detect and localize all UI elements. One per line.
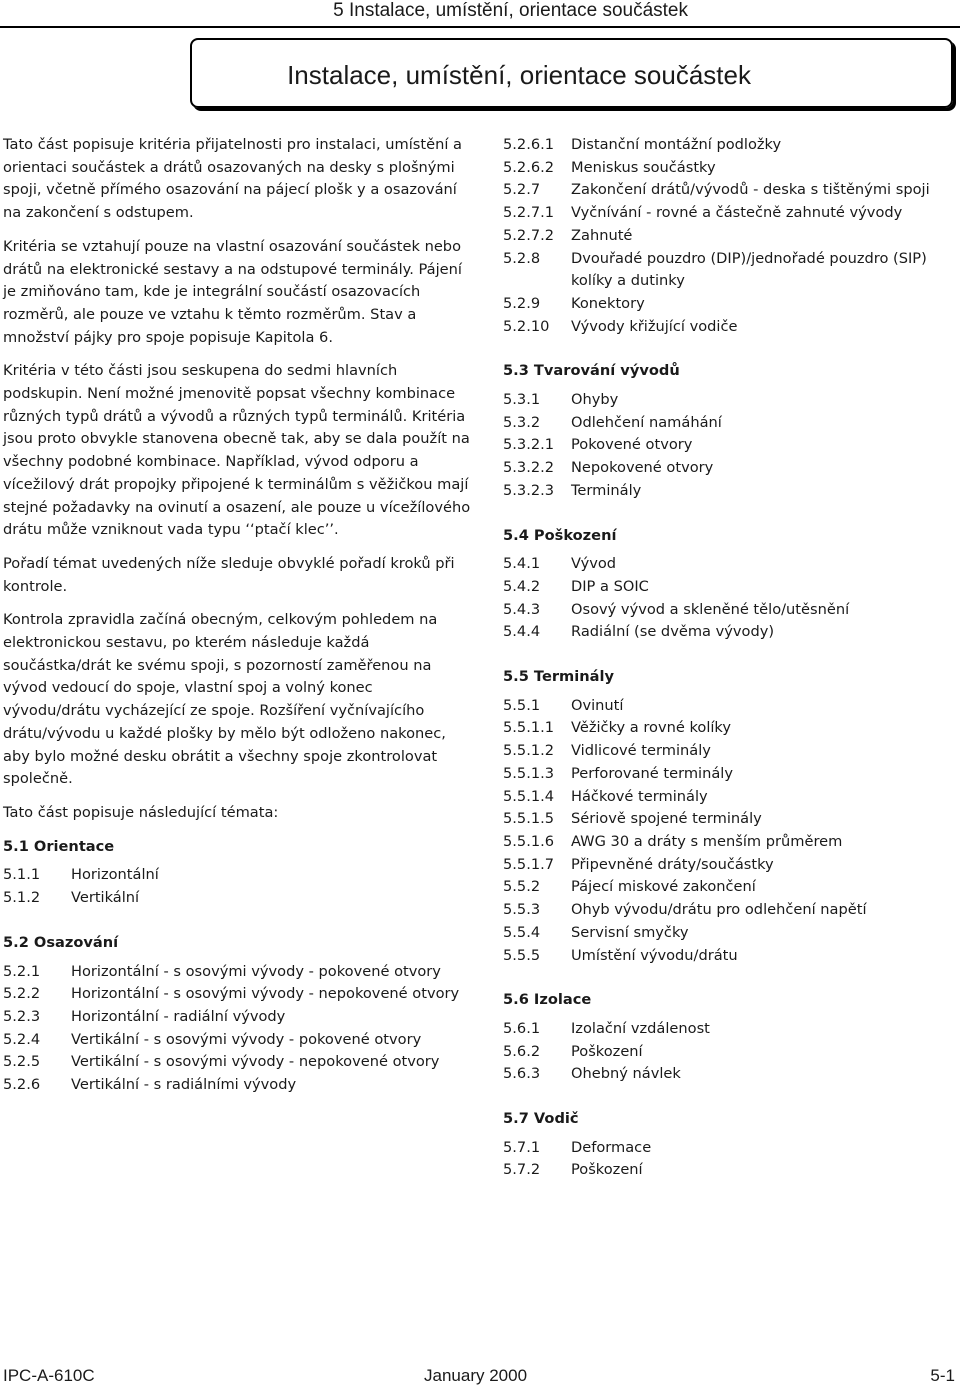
toc-item-number: 5.2.6.1	[503, 136, 555, 153]
toc-item-number: 5.4.4	[503, 623, 541, 641]
toc-item-label: Umístění vývodu/drátu	[571, 946, 738, 964]
footer-date: January 2000	[424, 1366, 528, 1385]
toc-item-label: Terminály	[571, 481, 642, 499]
toc-item	[503, 1137, 958, 1160]
toc-item-label: Perforované terminály	[571, 764, 733, 782]
toc-item-label: Horizontální - radiální vývody	[71, 1007, 286, 1025]
toc-item-number: 5.2.4	[3, 1030, 41, 1048]
toc-item-label: Vývody křižující vodiče	[571, 317, 738, 335]
toc-item	[3, 1029, 473, 1052]
running-header-title: 5 Instalace, umístění, orientace součástek	[333, 0, 688, 21]
toc-item-number: 5.2.3	[3, 1007, 41, 1025]
toc-item-number: 5.3.1	[503, 391, 541, 409]
intro-paragraph: Pořadí témat uvedených níže sleduje obvyklé pořadí kroků při kontrole.	[3, 554, 455, 595]
toc-item-number: 5.2.10	[503, 317, 550, 335]
toc-item-label: Ohebný návlek	[571, 1065, 681, 1083]
toc-item	[503, 457, 958, 480]
toc-item-label: Ohyby	[571, 391, 619, 409]
toc-right	[503, 134, 958, 1182]
toc-item-label: AWG 30 a dráty s menším průměrem	[571, 832, 843, 850]
intro-paragraph: Kritéria se vztahují pouze na vlastní osazování součástek nebo drátů na elektronické sestavy a na odstupové terminály. Pájení je zmiňováno tam, kde je integrální součástí osazovacích rozměrů, ale pouze ve vztahu k těmto rozměrům. Stav a množství pájky pro spoje popisuje Kapitola 6.	[3, 237, 462, 346]
toc-item	[503, 854, 958, 877]
toc-item	[503, 134, 958, 157]
toc-item-label: Vyčnívání - rovné a částečně zahnuté vývody	[571, 204, 903, 222]
toc-item-number: 5.1.2	[3, 889, 41, 907]
toc-section-heading: 5.6 Izolace	[503, 991, 592, 1009]
toc-item-label: Pájecí miskové zakončení	[571, 878, 756, 896]
toc-item-number: 5.2.8	[503, 249, 541, 267]
toc-list	[503, 389, 958, 503]
toc-item-label: Meniskus součástky	[571, 158, 716, 176]
toc-item-number: 5.2.6	[3, 1076, 41, 1094]
toc-item-number: 5.2.2	[3, 985, 41, 1003]
toc-item	[503, 293, 958, 316]
toc-item-number: 5.3.2.2	[503, 459, 555, 477]
toc-item	[503, 599, 958, 622]
toc-item	[503, 412, 958, 435]
toc-item-number: 5.7.2	[503, 1161, 541, 1179]
toc-section-heading: 5.3 Tvarování vývodů	[503, 362, 680, 380]
toc-list	[3, 864, 473, 909]
footer-doc-id: IPC-A-610C	[3, 1366, 95, 1385]
chapter-title-box	[190, 38, 953, 108]
chapter-title: Instalace, umístění, orientace součástek	[287, 60, 751, 90]
toc-item-label: Ovinutí	[571, 696, 624, 714]
intro-paragraph: Kontrola zpravidla začíná obecným, celkovým pohledem na elektronickou sestavu, po kterém následuje každá součástka/drát ke svému spoji, s pozorností zaměřenou na vývod vedoucí do spoje, vlastní spoj a volný konec vývodu/drátu vycházející ze spoje. Rozšíření vyčnívajícího drátu/vývodu u každé plošky by mělo být odloženo nakonec, aby bylo možné desku obrátit a všechny spoje zkontrolovat společně.	[3, 611, 446, 788]
toc-item-number: 5.2.5	[3, 1053, 41, 1071]
toc-section-heading: 5.2 Osazování	[3, 933, 119, 951]
toc-item	[503, 576, 958, 599]
toc-item-number: 5.2.7.1	[503, 204, 555, 222]
toc-item	[503, 480, 958, 503]
toc-item-label: Připevněné dráty/součástky	[571, 855, 774, 873]
toc-item-number: 5.3.2.1	[503, 436, 555, 454]
toc-item	[3, 1006, 473, 1029]
toc-item-label: Nepokovené otvory	[571, 459, 714, 477]
toc-list	[3, 961, 473, 1097]
toc-section-heading: 5.7 Vodič	[503, 1110, 579, 1128]
toc-item-number: 5.7.1	[503, 1138, 541, 1156]
toc-item-number: 5.5.1.1	[503, 719, 555, 737]
toc-item-label: Osový vývod a skleněné tělo/utěsnění	[571, 600, 850, 618]
toc-item	[503, 831, 958, 854]
toc-item-number: 5.2.6.2	[503, 158, 555, 176]
toc-section-heading: 5.1 Orientace	[3, 837, 115, 855]
toc-item-label: DIP a SOIC	[571, 577, 649, 595]
toc-item	[503, 225, 958, 248]
toc-item	[503, 316, 958, 339]
toc-item	[3, 1051, 473, 1074]
toc-item-label: Sériově spojené terminály	[571, 810, 762, 828]
toc-item-number: 5.4.1	[503, 555, 541, 573]
toc-item-number: 5.2.7.2	[503, 226, 555, 244]
toc-item	[503, 434, 958, 457]
toc-item	[503, 695, 958, 718]
toc-item-number: 5.5.1.7	[503, 855, 555, 873]
toc-item	[503, 945, 958, 968]
toc-item-number: 5.5.4	[503, 923, 541, 941]
toc-item	[503, 922, 958, 945]
toc-item	[503, 1018, 958, 1041]
toc-list	[503, 695, 958, 967]
toc-item-number: 5.5.1.6	[503, 832, 555, 850]
toc-item	[503, 808, 958, 831]
toc-item-label: Háčkové terminály	[571, 787, 708, 805]
toc-item-label: Konektory	[571, 294, 645, 312]
toc-item	[503, 1063, 958, 1086]
footer-page-number: 5-1	[930, 1366, 955, 1385]
toc-item-label: Horizontální	[71, 866, 159, 884]
toc-item-number: 5.2.1	[3, 962, 41, 980]
toc-item-number: 5.5.1.4	[503, 787, 555, 805]
toc-item	[503, 1159, 958, 1182]
toc-list	[503, 1137, 958, 1182]
toc-left	[3, 836, 473, 1097]
intro-paragraph: Tato část popisuje kritéria přijatelnosti pro instalaci, umístění a orientaci součástek a drátů osazovaných na desky s plošnými spoji, včetně přímého osazování na pájecí plošk y a osazování na zakončení s odstupem.	[3, 136, 462, 222]
toc-item	[3, 887, 473, 910]
toc-item-number: 5.6.2	[503, 1042, 541, 1060]
toc-item	[503, 740, 958, 763]
toc-item-label: Dvouřadé pouzdro (DIP)/jednořadé pouzdro (SIP) kolíky a dutinky	[571, 249, 927, 290]
right-column	[503, 134, 958, 1204]
toc-item-label: Vývod	[571, 555, 617, 573]
toc-item-label: Izolační vzdálenost	[571, 1019, 710, 1037]
toc-item-label: Horizontální - s osovými vývody - pokovené otvory	[71, 962, 441, 980]
toc-list	[503, 553, 958, 644]
toc-item-number: 5.5.2	[503, 878, 541, 896]
toc-item	[3, 1074, 473, 1097]
toc-item	[503, 763, 958, 786]
toc-item	[503, 157, 958, 180]
toc-item-number: 5.5.1.5	[503, 810, 555, 828]
intro-paragraph: Kritéria v této části jsou seskupena do sedmi hlavních podskupin. Není možné jmenovitě popsat všechny kombinace různých typů drátů a vývodů a různých typů terminálů. Kritéria jsou proto obvykle stanovena obecně tak, aby se dala použít na všechny podobné kombinace. Například, vývod odporu a vícežilový drát propojky připojené k terminálům s věžičkou mají stejné požadavky na ovinutí a osazení, ale pouze u vícežílového drátu může vzniknout vada typu ‘‘ptačí klec’’.	[3, 362, 471, 539]
toc-section-heading: 5.4 Poškození	[503, 526, 617, 544]
toc-item	[503, 179, 958, 202]
toc-item-number: 5.5.5	[503, 946, 541, 964]
intro-paragraph: Tato část popisuje následující témata:	[3, 803, 279, 821]
toc-item	[503, 553, 958, 576]
toc-item-label: Deformace	[571, 1138, 652, 1156]
toc-item-label: Vertikální - s osovými vývody - nepokovené otvory	[71, 1053, 440, 1071]
toc-list	[503, 1018, 958, 1086]
toc-item-label: Pokovené otvory	[571, 436, 693, 454]
toc-item	[503, 202, 958, 225]
toc-item-number: 5.2.9	[503, 294, 541, 312]
toc-item-label: Vertikální - s radiálními vývody	[71, 1076, 297, 1094]
toc-item	[503, 621, 958, 644]
toc-item	[503, 717, 958, 740]
toc-item-label: Poškození	[571, 1161, 643, 1179]
left-column	[3, 134, 473, 1119]
toc-item-number: 5.5.1.2	[503, 742, 555, 760]
page-footer	[0, 1366, 960, 1388]
toc-item-label: Odlehčení namáhání	[571, 413, 722, 431]
toc-item-label: Vertikální - s osovými vývody - pokovené otvory	[71, 1030, 422, 1048]
toc-item-label: Poškození	[571, 1042, 643, 1060]
toc-item	[503, 389, 958, 412]
toc-section-heading: 5.5 Terminály	[503, 668, 615, 686]
toc-item-number: 5.3.2	[503, 413, 541, 431]
toc-item-number: 5.4.2	[503, 577, 541, 595]
toc-item	[503, 786, 958, 809]
toc-item-label: Horizontální - s osovými vývody - nepokovené otvory	[71, 985, 460, 1003]
toc-list	[503, 134, 958, 338]
toc-item-label: Ohyb vývodu/drátu pro odlehčení napětí	[571, 901, 867, 919]
toc-item-label: Věžičky a rovné kolíky	[571, 719, 732, 737]
toc-item-label: Servisní smyčky	[571, 923, 689, 941]
toc-item-label: Zakončení drátů/vývodů - deska s tištěnými spoji	[571, 181, 930, 199]
toc-item	[503, 876, 958, 899]
toc-item-label: Radiální (se dvěma vývody)	[571, 623, 775, 641]
toc-item-label: Distanční montážní podložky	[571, 136, 782, 153]
toc-item-number: 5.4.3	[503, 600, 541, 618]
toc-item-number: 5.3.2.3	[503, 481, 555, 499]
toc-item-number: 5.5.3	[503, 901, 541, 919]
toc-item-number: 5.1.1	[3, 866, 41, 884]
toc-item	[503, 1041, 958, 1064]
toc-item-number: 5.5.1	[503, 696, 541, 714]
toc-item	[3, 864, 473, 887]
toc-item	[3, 961, 473, 984]
running-header	[0, 0, 960, 28]
toc-item-label: Vidlicové terminály	[571, 742, 711, 760]
toc-item-number: 5.6.3	[503, 1065, 541, 1083]
toc-item-label: Zahnuté	[571, 226, 633, 244]
toc-item	[503, 899, 958, 922]
toc-item-number: 5.6.1	[503, 1019, 541, 1037]
toc-item	[503, 248, 958, 293]
toc-item-label: Vertikální	[71, 889, 140, 907]
toc-item-number: 5.5.1.3	[503, 764, 555, 782]
toc-item-number: 5.2.7	[503, 181, 541, 199]
toc-item	[3, 983, 473, 1006]
